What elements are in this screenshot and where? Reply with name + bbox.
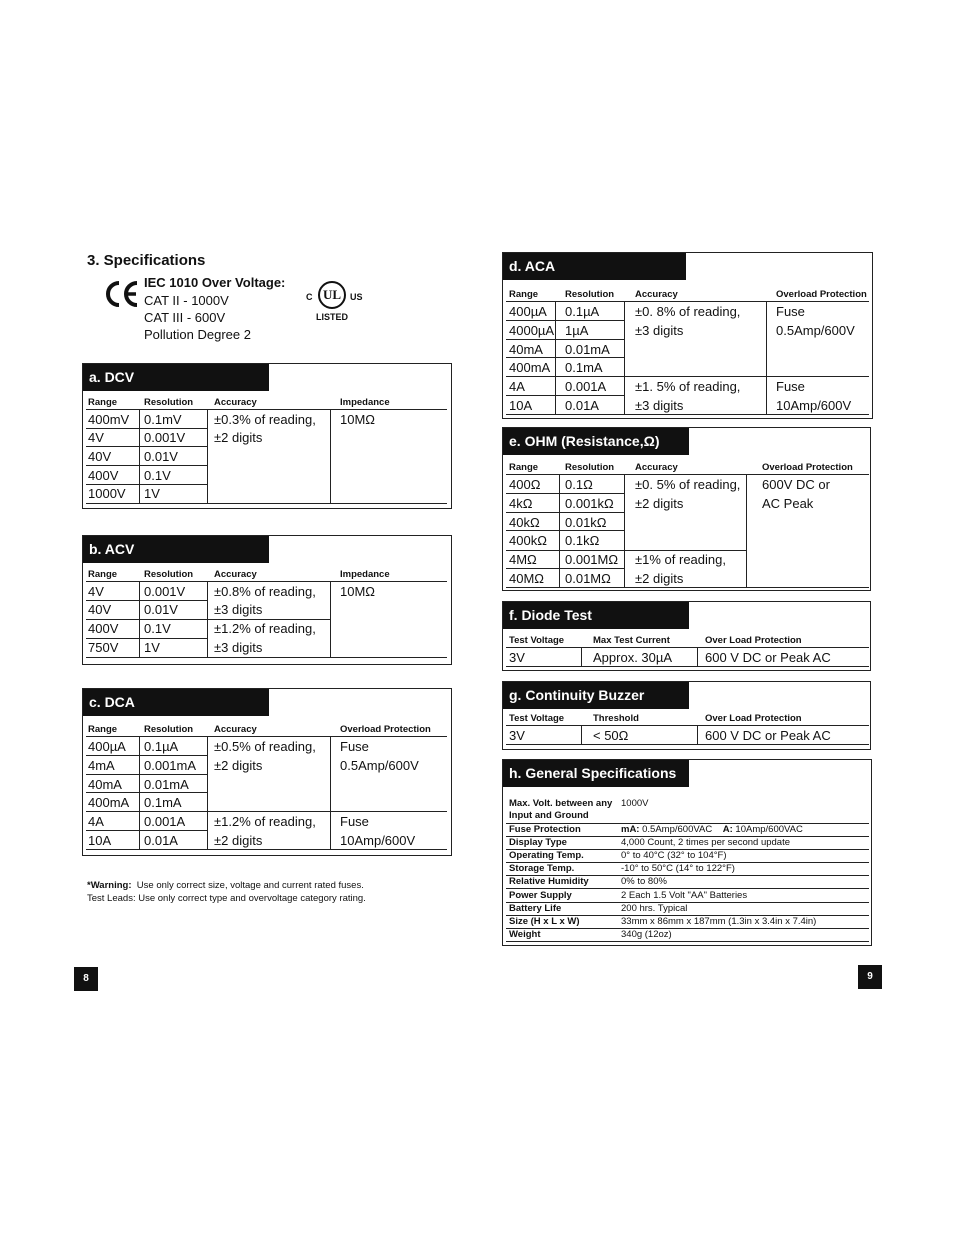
resolution-cell: 0.01A [565,398,599,413]
range-cell: 400µA [88,739,126,754]
spec-value: 340g (12oz) [621,929,672,940]
spec-label: Max. Volt. between any Input and Ground [509,798,613,821]
protection-cell: 600V DC or [762,477,830,492]
resolution-cell: 0.1µA [565,304,600,319]
resolution-cell: 0.1mA [565,360,603,375]
diode-protection: 600 V DC or Peak AC [705,650,831,665]
protection-cell: AC Peak [762,496,814,511]
section-title: 3. Specifications [87,252,206,269]
accuracy-cell: ±1% of reading, [635,552,726,567]
protection-cell: 10Amp/600V [776,398,852,413]
resolution-cell: 0.1Ω [565,477,593,492]
col-header: Accuracy [635,289,678,300]
dca-title: c. DCA [83,689,269,716]
resolution-cell: 0.1V [144,468,171,483]
range-cell: 10A [509,398,533,413]
resolution-cell: 1V [144,640,160,655]
ul-listed-logo [306,281,366,325]
col-header: Range [88,569,118,580]
protection-cell: Fuse [340,814,369,829]
diode-current: Approx. 30µA [593,650,673,665]
spec-label: Storage Temp. [509,863,575,874]
col-header: Range [509,289,539,300]
col-header: Over Load Protection [705,713,802,724]
spec-value: 0° to 40°C (32° to 104°F) [621,850,727,861]
spec-value: 1000V [621,798,649,809]
ohm-table [502,427,871,591]
col-header: Resolution [144,397,194,408]
continuity-voltage: 3V [509,728,525,743]
range-cell: 400V [88,621,119,636]
accuracy-cell: ±0. 8% of reading, [635,304,741,319]
accuracy-cell: ±3 digits [214,602,263,617]
accuracy-cell: ±0.8% of reading, [214,584,316,599]
continuity-table [502,681,871,750]
compliance-lines [144,292,251,343]
col-header: Resolution [565,289,615,300]
range-cell: 1000V [88,486,126,501]
spec-value: -10° to 50°C (14° to 122°F) [621,863,735,874]
col-header: Over Load Protection [705,635,802,646]
resolution-cell: 0.01V [144,449,178,464]
range-cell: 400mA [88,795,130,810]
ohm-title: e. OHM (Resistance,Ω) [503,428,689,455]
resolution-cell: 0.01mA [565,342,610,357]
protection-cell: Fuse [340,739,369,754]
warning-note [87,879,366,905]
compliance-line: CAT III - 600V [144,310,226,325]
accuracy-cell: ±1. 5% of reading, [635,379,741,394]
continuity-protection: 600 V DC or Peak AC [705,728,831,743]
spec-label: Fuse Protection [509,824,581,835]
aca-title: d. ACA [503,253,686,280]
col-header: Test Voltage [509,635,565,646]
col-header: Resolution [144,724,194,735]
resolution-cell: 0.01A [144,833,178,848]
col-header: Impedance [340,397,390,408]
resolution-cell: 0.001V [144,584,186,599]
spec-label: Weight [509,929,541,940]
accuracy-cell: ±3 digits [214,640,263,655]
range-cell: 40V [88,449,112,464]
col-header: Overload Protection [762,462,853,473]
continuity-title: g. Continuity Buzzer [503,682,689,709]
protection-cell: 10Amp/600V [340,833,416,848]
range-cell: 400kΩ [509,533,547,548]
spec-label: Display Type [509,837,567,848]
compliance-line: Pollution Degree 2 [144,327,251,342]
warning-label: *Warning: [87,880,132,891]
range-cell: 4V [88,430,104,445]
dca-table [82,688,452,856]
impedance-cell: 10MΩ [340,584,376,599]
col-header: Range [88,724,118,735]
spec-label: Operating Temp. [509,850,584,861]
range-cell: 4MΩ [509,552,537,567]
acv-table [82,535,452,665]
col-header: Range [509,462,539,473]
range-cell: 4A [509,379,525,394]
protection-cell: Fuse [776,379,805,394]
accuracy-cell: ±0.5% of reading, [214,739,316,754]
fuse-ma-value: 0.5Amp/600VAC [642,824,713,835]
spec-value: 4,000 Count, 2 times per second update [621,837,791,848]
resolution-cell: 0.01MΩ [565,571,611,586]
protection-cell: 0.5Amp/600V [776,323,855,338]
ul-listed-text: LISTED [316,312,349,322]
resolution-cell: 0.001mA [144,758,197,773]
fuse-a-label: A: [722,824,733,835]
page-number-right: 9 [858,965,882,989]
diode-voltage: 3V [509,650,525,665]
range-cell: 400mA [509,360,551,375]
accuracy-cell: ±2 digits [214,833,263,848]
resolution-cell: 0.01mA [144,777,189,792]
spec-value: 2 Each 1.5 Volt "AA" Batteries [621,890,748,901]
spec-value: 200 hrs. Typical [621,903,688,914]
resolution-cell: 0.1V [144,621,171,636]
warning-text: Use only correct size, voltage and current rated fuses. [136,880,364,891]
resolution-cell: 0.001A [565,379,607,394]
fuse-a-value: 10Amp/600VAC [735,824,803,835]
col-header: Accuracy [214,397,257,408]
accuracy-cell: ±2 digits [214,430,263,445]
fuse-ma-label: mA: [621,824,640,835]
col-header: Overload Protection [340,724,431,735]
accuracy-cell: ±0.3% of reading, [214,412,316,427]
accuracy-cell: ±0. 5% of reading, [635,477,741,492]
accuracy-cell: ±2 digits [214,758,263,773]
ul-us-mark: US [350,292,363,302]
aca-table [502,252,873,419]
ul-c-mark: C [306,292,313,302]
protection-cell: Fuse [776,304,805,319]
range-cell: 400mV [88,412,130,427]
col-header: Accuracy [635,462,678,473]
spec-label: Relative Humidity [509,876,589,887]
resolution-cell: 1µA [565,323,589,338]
compliance-line: CAT II - 1000V [144,293,229,308]
range-cell: 400µA [509,304,547,319]
range-cell: 4A [88,814,104,829]
page-number-left: 8 [74,967,98,991]
accuracy-cell: ±2 digits [635,496,684,511]
col-header: Resolution [565,462,615,473]
resolution-cell: 0.1kΩ [565,533,600,548]
spec-value: 0% to 80% [621,876,667,887]
spec-value: 33mm x 86mm x 187mm (1.3in x 3.4in x 7.4in) [621,916,817,927]
general-specs-table [502,759,872,946]
range-cell: 750V [88,640,119,655]
col-header: Impedance [340,569,390,580]
resolution-cell: 0.1mV [144,412,182,427]
resolution-cell: 0.001A [144,814,186,829]
resolution-cell: 0.1µA [144,739,179,754]
dcv-title: a. DCV [83,364,269,391]
col-header: Threshold [593,713,639,724]
warning-line2: Test Leads: Use only correct type and overvoltage category rating. [87,893,366,904]
continuity-threshold: < 50Ω [593,728,629,743]
resolution-cell: 0.001V [144,430,186,445]
range-cell: 4000µA [509,323,555,338]
range-cell: 40mA [509,342,543,357]
range-cell: 4V [88,584,104,599]
range-cell: 4mA [88,758,115,773]
diode-table [502,601,871,671]
col-header: Range [88,397,118,408]
resolution-cell: 0.1mA [144,795,182,810]
range-cell: 400Ω [509,477,541,492]
range-cell: 4kΩ [509,496,533,511]
accuracy-cell: ±1.2% of reading, [214,814,316,829]
range-cell: 40V [88,602,112,617]
resolution-cell: 0.01kΩ [565,515,607,530]
resolution-cell: 0.001kΩ [565,496,614,511]
resolution-cell: 1V [144,486,160,501]
accuracy-cell: ±3 digits [635,398,684,413]
spec-label: Power Supply [509,890,572,901]
spec-label: Battery Life [509,903,562,914]
resolution-cell: 0.01V [144,602,178,617]
accuracy-cell: ±3 digits [635,323,684,338]
col-header: Test Voltage [509,713,565,724]
diode-title: f. Diode Test [503,602,689,629]
range-cell: 400V [88,468,119,483]
general-title: h. General Specifications [503,760,689,787]
accuracy-cell: ±1.2% of reading, [214,621,316,636]
col-header: Overload Protection [776,289,867,300]
impedance-cell: 10MΩ [340,412,376,427]
range-cell: 40mA [88,777,122,792]
range-cell: 40MΩ [509,571,545,586]
dcv-table [82,363,452,509]
accuracy-cell: ±2 digits [635,571,684,586]
col-header: Accuracy [214,724,257,735]
range-cell: 40kΩ [509,515,540,530]
spec-value [621,824,803,836]
acv-title: b. ACV [83,536,269,563]
spec-label: Size (H x L x W) [509,916,580,927]
col-header: Resolution [144,569,194,580]
ce-mark-icon [104,279,140,309]
range-cell: 10A [88,833,112,848]
ul-circle-icon: UL [318,281,346,309]
resolution-cell: 0.001MΩ [565,552,619,567]
col-header: Max Test Current [593,635,670,646]
protection-cell: 0.5Amp/600V [340,758,419,773]
compliance-heading: IEC 1010 Over Voltage: [144,275,286,290]
col-header: Accuracy [214,569,257,580]
